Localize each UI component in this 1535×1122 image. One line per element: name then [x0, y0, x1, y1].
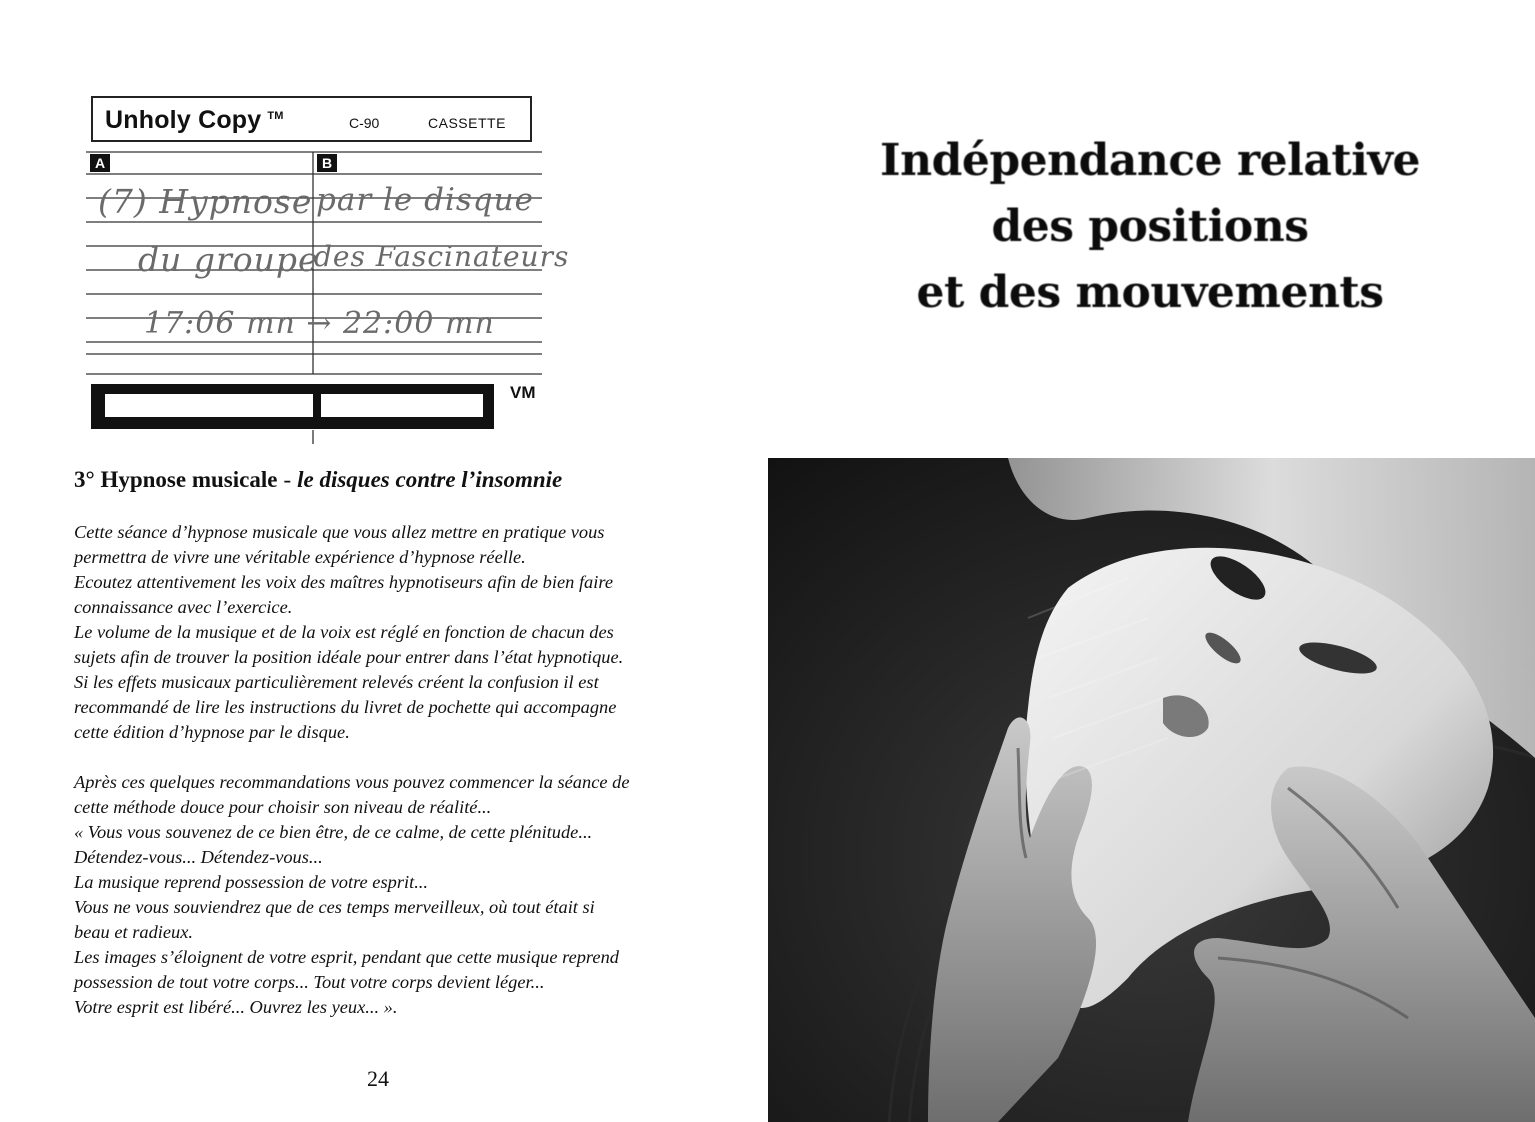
- body-line: Vous ne vous souviendrez que de ces temps merveilleux, où tout était si: [74, 897, 595, 917]
- body-line: permettra de vivre une véritable expérience d’hypnose réelle.: [74, 547, 526, 567]
- body-line: recommandé de lire les instructions du livret de pochette qui accompagne: [74, 697, 617, 717]
- body-line: sujets afin de trouver la position idéale pour entrer dans l’état hypnotique.: [74, 647, 624, 667]
- body-line: possession de tout votre corps... Tout votre corps devient léger...: [74, 972, 545, 992]
- heading-line3: et des mouvements: [916, 267, 1384, 318]
- face-with-hands-photo: [768, 458, 1535, 1122]
- body-line: « Vous vous souvenez de ce bien être, de ce calme, de cette plénitude...: [74, 822, 593, 842]
- body-line: Votre esprit est libéré... Ouvrez les yeux... ».: [74, 997, 398, 1017]
- body-line: Le volume de la musique et de la voix est réglé en fonction de chacun des: [74, 622, 614, 642]
- handwriting-line1-a: (7) Hypnose: [98, 182, 313, 221]
- heading-line1: Indépendance relative: [880, 135, 1420, 186]
- section-title-separator: -: [283, 467, 292, 492]
- body-text: [74, 520, 674, 1020]
- page-number: 24: [367, 1066, 389, 1091]
- handwriting-line1-b: par le disque: [316, 182, 534, 218]
- cassette-type: C-90: [349, 115, 380, 131]
- body-line: Cette séance d’hypnose musicale que vous allez mettre en pratique vous: [74, 522, 605, 542]
- cassette-word: CASSETTE: [428, 115, 506, 131]
- body-line: Les images s’éloignent de votre esprit, pendant que cette musique reprend: [74, 947, 619, 967]
- body-line: Après ces quelques recommandations vous pouvez commencer la séance de: [74, 772, 630, 792]
- paragraph-gap: [74, 745, 674, 770]
- body-line: cette édition d’hypnose par le disque.: [74, 722, 350, 742]
- body-line: Ecoutez attentivement les voix des maîtres hypnotiseurs afin de bien faire: [74, 572, 613, 592]
- section-subtitle: le disques contre l’insomnie: [297, 467, 563, 492]
- body-line: Détendez-vous... Détendez-vous...: [74, 847, 323, 867]
- body-line: cette méthode douce pour choisir son niveau de réalité...: [74, 797, 492, 817]
- cassette-label: [84, 94, 570, 444]
- body-line: La musique reprend possession de votre esprit...: [74, 872, 428, 892]
- section-title: [74, 467, 694, 493]
- side-a-tag: A: [90, 154, 110, 172]
- body-line: Si les effets musicaux particulièrement relevés créent la confusion il est: [74, 672, 599, 692]
- cassette-window-left: [105, 394, 313, 417]
- heading-line2: des positions: [991, 201, 1309, 252]
- handwriting-line2-a: du groupe: [138, 240, 319, 279]
- cassette-brand: Unholy Copy ™: [105, 106, 284, 134]
- side-b-tag: B: [317, 154, 337, 172]
- cassette-window-right: [321, 394, 483, 417]
- handwriting-line3: 17:06 mn → 22:00 mn: [144, 306, 495, 341]
- cassette-corner-logo: VM: [510, 383, 536, 402]
- handwriting-line2-b: des Fascinateurs: [314, 240, 570, 273]
- body-line: connaissance avec l’exercice.: [74, 597, 293, 617]
- cassette-bottom-bar: [91, 384, 494, 429]
- body-line: beau et radieux.: [74, 922, 193, 942]
- page-heading: [860, 128, 1440, 326]
- section-title-main: 3° Hypnose musicale: [74, 467, 278, 492]
